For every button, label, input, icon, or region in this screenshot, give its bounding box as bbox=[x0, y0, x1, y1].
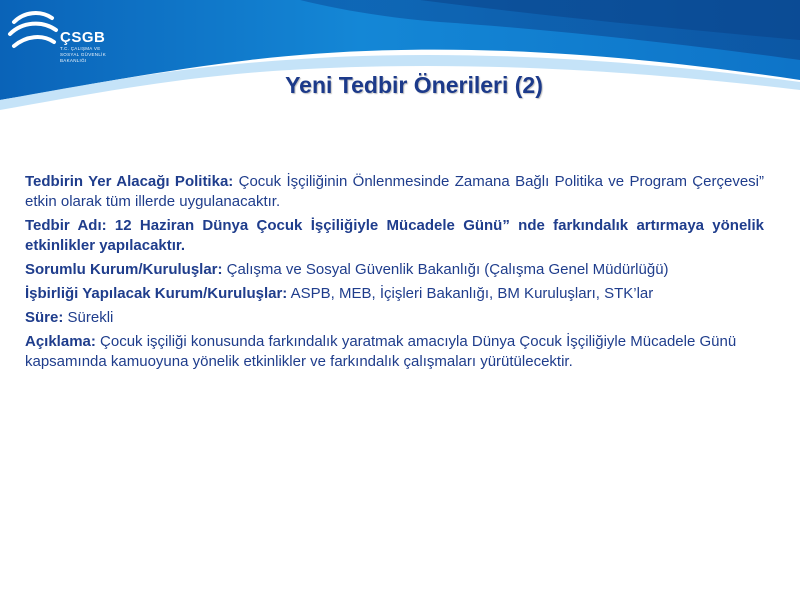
responsible-label: Sorumlu Kurum/Kuruluşlar: bbox=[25, 261, 223, 278]
responsible-paragraph bbox=[25, 260, 764, 280]
measure-name-paragraph: Tedbir Adı: 12 Haziran Dünya Çocuk İşçiliğiyle Mücadele Günü” nde farkındalık artırmaya yönelik etkinlikler yapılacaktır. bbox=[25, 217, 764, 254]
logo-subtitle-line-2: SOSYAL GÜVENLİK bbox=[60, 52, 107, 57]
cooperation-paragraph bbox=[25, 284, 764, 304]
duration-value: Sürekli bbox=[63, 309, 114, 326]
logo-subtitle-line-3: BAKANLIĞI bbox=[60, 58, 87, 63]
ministry-logo bbox=[60, 30, 106, 64]
duration-label: Süre: bbox=[25, 309, 64, 326]
header-banner bbox=[0, 0, 800, 130]
logo-title: ÇSGB bbox=[60, 29, 106, 46]
logo-subtitle-line-1: T.C. ÇALIŞMA VE bbox=[60, 46, 101, 51]
policy-label: Tedbirin Yer Alacağı Politika: bbox=[25, 173, 234, 190]
description-value: Çocuk işçiliği konusunda farkındalık yaratmak amacıyla Dünya Çocuk İşçiliğiyle Mücadele Günü kapsamında kamuoyuna yönelik etkinlikler ve farkındalık çalışmaları yürütülecektir. bbox=[25, 333, 737, 370]
responsible-value: Çalışma ve Sosyal Güvenlik Bakanlığı (Çalışma Genel Müdürlüğü) bbox=[222, 261, 669, 278]
policy-value: Çocuk İşçiliğinin Önlenmesinde Zamana Bağlı Politika ve Program Çerçevesi” etkin olarak tüm illerde uygulanacaktır. bbox=[25, 173, 764, 210]
description-paragraph bbox=[25, 332, 764, 372]
duration-paragraph bbox=[25, 308, 764, 328]
slide-content bbox=[25, 172, 764, 376]
policy-paragraph bbox=[25, 172, 764, 212]
cooperation-value: ASPB, MEB, İçişleri Bakanlığı, BM Kuruluşları, STK’lar bbox=[287, 285, 654, 302]
slide-title: Yeni Tedbir Önerileri (2) bbox=[285, 72, 543, 98]
description-label: Açıklama: bbox=[25, 333, 96, 350]
cooperation-label: İşbirliği Yapılacak Kurum/Kuruluşlar: bbox=[25, 285, 288, 302]
